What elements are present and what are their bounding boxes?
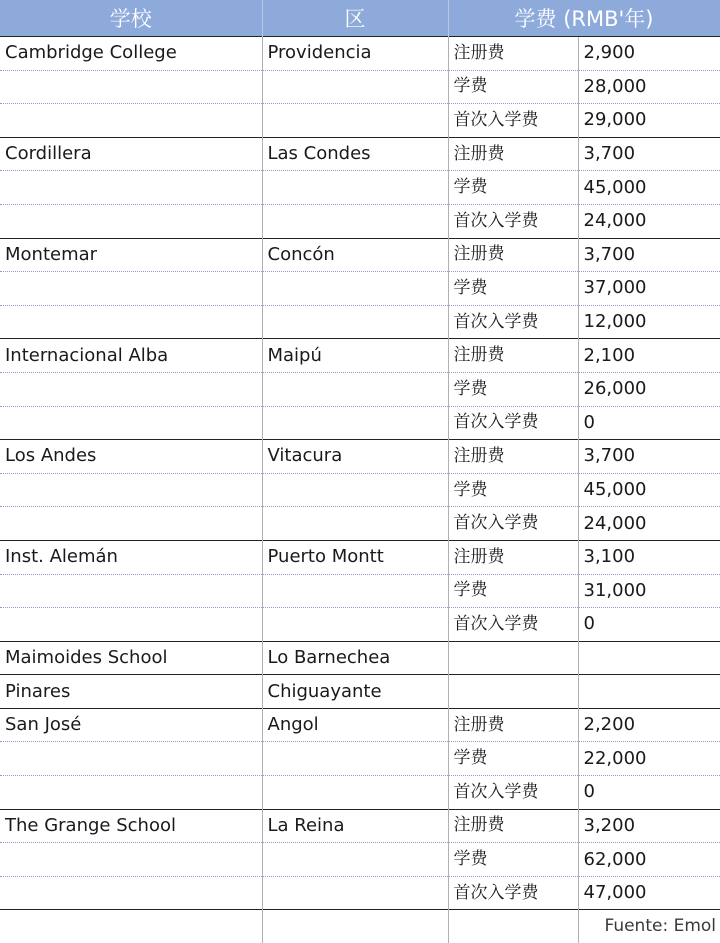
district-cell: Angol [262,708,448,742]
table-row [0,641,720,675]
fee-amount-cell: 47,000 [578,876,720,910]
fee-type-cell: 首次入学费 [448,507,578,541]
table-row [0,238,720,272]
table-row [0,608,720,642]
fee-type-cell [448,675,578,709]
table-row [0,507,720,541]
header-school: 学校 [0,0,262,37]
district-cell [262,574,448,608]
fee-type-cell: 学费 [448,473,578,507]
district-cell [262,305,448,339]
fee-amount-cell: 12,000 [578,305,720,339]
school-name-cell: Pinares [0,675,262,709]
school-name-cell [0,473,262,507]
district-cell: Concón [262,238,448,272]
fee-amount-cell: 3,100 [578,540,720,574]
table-row [0,440,720,474]
school-name-cell [0,272,262,306]
district-cell [262,372,448,406]
school-name-cell [0,574,262,608]
source-row [0,910,720,943]
fee-type-cell: 首次入学费 [448,608,578,642]
district-cell: Maipú [262,339,448,373]
fee-amount-cell [578,641,720,675]
fee-amount-cell: 28,000 [578,70,720,104]
fee-type-cell: 注册费 [448,339,578,373]
school-name-cell: Internacional Alba [0,339,262,373]
fee-amount-cell: 22,000 [578,742,720,776]
school-name-cell [0,70,262,104]
fee-type-cell: 学费 [448,372,578,406]
fee-type-cell: 首次入学费 [448,104,578,138]
fee-amount-cell [578,675,720,709]
fee-type-cell: 注册费 [448,37,578,71]
fee-amount-cell: 2,200 [578,708,720,742]
table-row [0,574,720,608]
school-name-cell: Cordillera [0,137,262,171]
fee-amount-cell: 0 [578,776,720,810]
fee-amount-cell: 3,700 [578,238,720,272]
fee-amount-cell: 62,000 [578,843,720,877]
school-name-cell [0,507,262,541]
district-cell: Las Condes [262,137,448,171]
fee-amount-cell: 2,100 [578,339,720,373]
district-cell [262,507,448,541]
school-name-cell [0,776,262,810]
school-name-cell: Inst. Alemán [0,540,262,574]
table-row [0,406,720,440]
header-district: 区 [262,0,448,37]
fee-type-cell [448,641,578,675]
table-row [0,171,720,205]
empty-cell [0,910,262,943]
school-name-cell: Montemar [0,238,262,272]
school-name-cell: Los Andes [0,440,262,474]
table-row [0,37,720,71]
district-cell [262,104,448,138]
district-cell [262,204,448,238]
fee-type-cell: 注册费 [448,137,578,171]
source-note: Fuente: Emol [578,910,720,943]
fee-type-cell: 注册费 [448,809,578,843]
table-row [0,876,720,910]
table-row [0,339,720,373]
school-name-cell [0,843,262,877]
fee-type-cell: 首次入学费 [448,776,578,810]
district-cell [262,876,448,910]
empty-cell [262,910,448,943]
district-cell [262,776,448,810]
district-cell [262,171,448,205]
fee-type-cell: 注册费 [448,238,578,272]
school-name-cell [0,608,262,642]
fee-amount-cell: 45,000 [578,171,720,205]
table-row [0,809,720,843]
school-name-cell [0,305,262,339]
fee-type-cell: 学费 [448,171,578,205]
school-name-cell: Maimoides School [0,641,262,675]
fee-amount-cell: 0 [578,406,720,440]
district-cell [262,608,448,642]
district-cell: Vitacura [262,440,448,474]
header-row [0,0,720,37]
fee-amount-cell: 31,000 [578,574,720,608]
district-cell: Providencia [262,37,448,71]
fee-amount-cell: 24,000 [578,204,720,238]
district-cell [262,742,448,776]
school-name-cell [0,406,262,440]
table-row [0,776,720,810]
fee-amount-cell: 45,000 [578,473,720,507]
table-row [0,272,720,306]
fee-type-cell: 首次入学费 [448,305,578,339]
table-row [0,137,720,171]
district-cell: La Reina [262,809,448,843]
fee-type-cell: 学费 [448,742,578,776]
district-cell [262,406,448,440]
school-name-cell [0,104,262,138]
district-cell: Lo Barnechea [262,641,448,675]
fee-type-cell: 学费 [448,272,578,306]
district-cell [262,70,448,104]
table-row [0,742,720,776]
school-name-cell [0,171,262,205]
header-fees: 学费 (RMB'年) [448,0,720,37]
fee-type-cell: 学费 [448,574,578,608]
table-row [0,708,720,742]
district-cell: Chiguayante [262,675,448,709]
empty-cell [448,910,578,943]
school-name-cell: San José [0,708,262,742]
table-row [0,675,720,709]
fee-amount-cell: 24,000 [578,507,720,541]
fee-amount-cell: 26,000 [578,372,720,406]
fee-type-cell: 注册费 [448,440,578,474]
fee-type-cell: 首次入学费 [448,876,578,910]
table-body [0,37,720,943]
fee-amount-cell: 3,700 [578,137,720,171]
fee-type-cell: 学费 [448,843,578,877]
table-row [0,204,720,238]
fee-type-cell: 注册费 [448,708,578,742]
fee-type-cell: 注册费 [448,540,578,574]
school-name-cell: The Grange School [0,809,262,843]
district-cell [262,843,448,877]
fee-amount-cell: 37,000 [578,272,720,306]
fee-amount-cell: 0 [578,608,720,642]
school-name-cell: Cambridge College [0,37,262,71]
school-name-cell [0,742,262,776]
table-row [0,843,720,877]
table-row [0,70,720,104]
fee-amount-cell: 3,700 [578,440,720,474]
fee-type-cell: 首次入学费 [448,204,578,238]
table-row [0,372,720,406]
school-name-cell [0,876,262,910]
fee-type-cell: 首次入学费 [448,406,578,440]
district-cell: Puerto Montt [262,540,448,574]
fee-amount-cell: 3,200 [578,809,720,843]
district-cell [262,272,448,306]
table-row [0,104,720,138]
table-row [0,305,720,339]
table-row [0,473,720,507]
district-cell [262,473,448,507]
fee-type-cell: 学费 [448,70,578,104]
table-row [0,540,720,574]
school-name-cell [0,204,262,238]
fee-amount-cell: 29,000 [578,104,720,138]
fee-amount-cell: 2,900 [578,37,720,71]
school-name-cell [0,372,262,406]
